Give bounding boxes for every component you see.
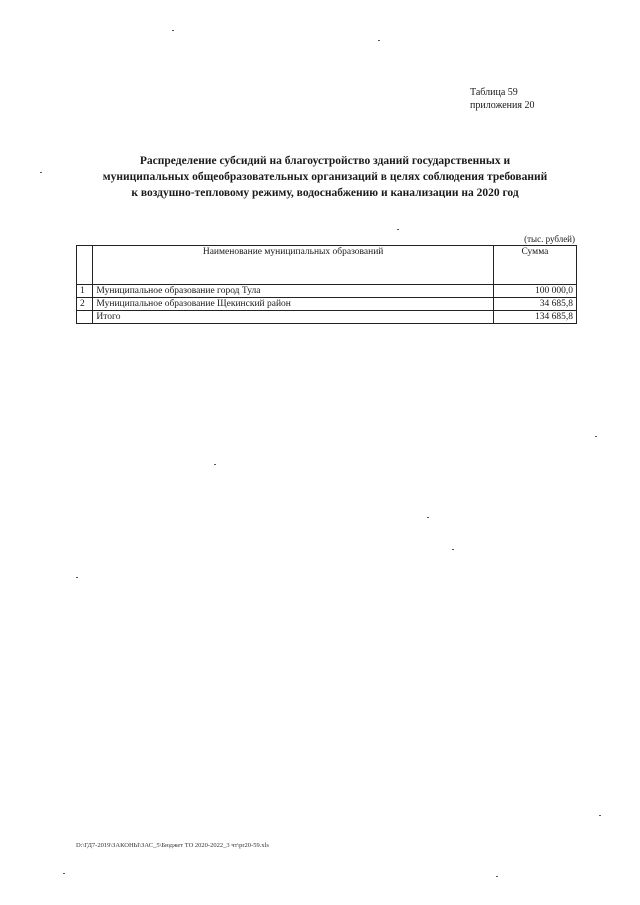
row-number: 1	[77, 285, 93, 298]
table-header-row	[77, 246, 577, 285]
scan-speck	[595, 436, 597, 437]
scan-speck	[496, 876, 498, 877]
header-sum: Сумма	[493, 246, 576, 285]
title-line-3: к воздушно-тепловому режиму, водоснабжению и канализации на 2020 год	[131, 187, 519, 199]
total-label: Итого	[93, 311, 493, 324]
total-sum: 134 685,8	[493, 311, 576, 324]
row-sum: 34 685,8	[493, 298, 576, 311]
title-line-2: муниципальных общеобразовательных организаций в целях соблюдения требований	[102, 171, 548, 183]
total-number	[77, 311, 93, 324]
header-number	[77, 246, 93, 285]
table-number: Таблица 59	[470, 87, 518, 98]
scan-speck	[76, 577, 78, 578]
scan-speck	[452, 549, 454, 550]
scan-speck	[397, 229, 399, 230]
file-path-footer: D:\ГД7-2019\ЗАКОНЫ\ЗАС_5\Бюджет ТО 2020-2022_3 чт\pr20-59.xls	[76, 842, 269, 849]
row-sum: 100 000,0	[493, 285, 576, 298]
scan-speck	[599, 815, 601, 816]
title-line-1: Распределение субсидий на благоустройство зданий государственных и	[139, 155, 511, 167]
table-row	[77, 298, 577, 311]
units-label: (тыс. рублей)	[524, 234, 575, 244]
row-name: Муниципальное образование город Тула	[93, 285, 493, 298]
scan-speck	[172, 30, 174, 31]
scan-speck	[427, 517, 429, 518]
scan-speck	[63, 873, 65, 874]
row-number: 2	[77, 298, 93, 311]
table-total-row	[77, 311, 577, 324]
document-title	[70, 153, 580, 201]
appendix-number: приложения 20	[470, 100, 535, 111]
table-row	[77, 285, 577, 298]
scan-speck	[40, 172, 42, 173]
header-name: Наименование муниципальных образований	[93, 246, 493, 285]
scan-speck	[214, 464, 216, 465]
row-name: Муниципальное образование Щекинский район	[93, 298, 493, 311]
subsidy-table	[76, 245, 577, 324]
table-reference	[470, 86, 568, 112]
scan-speck	[378, 40, 380, 41]
